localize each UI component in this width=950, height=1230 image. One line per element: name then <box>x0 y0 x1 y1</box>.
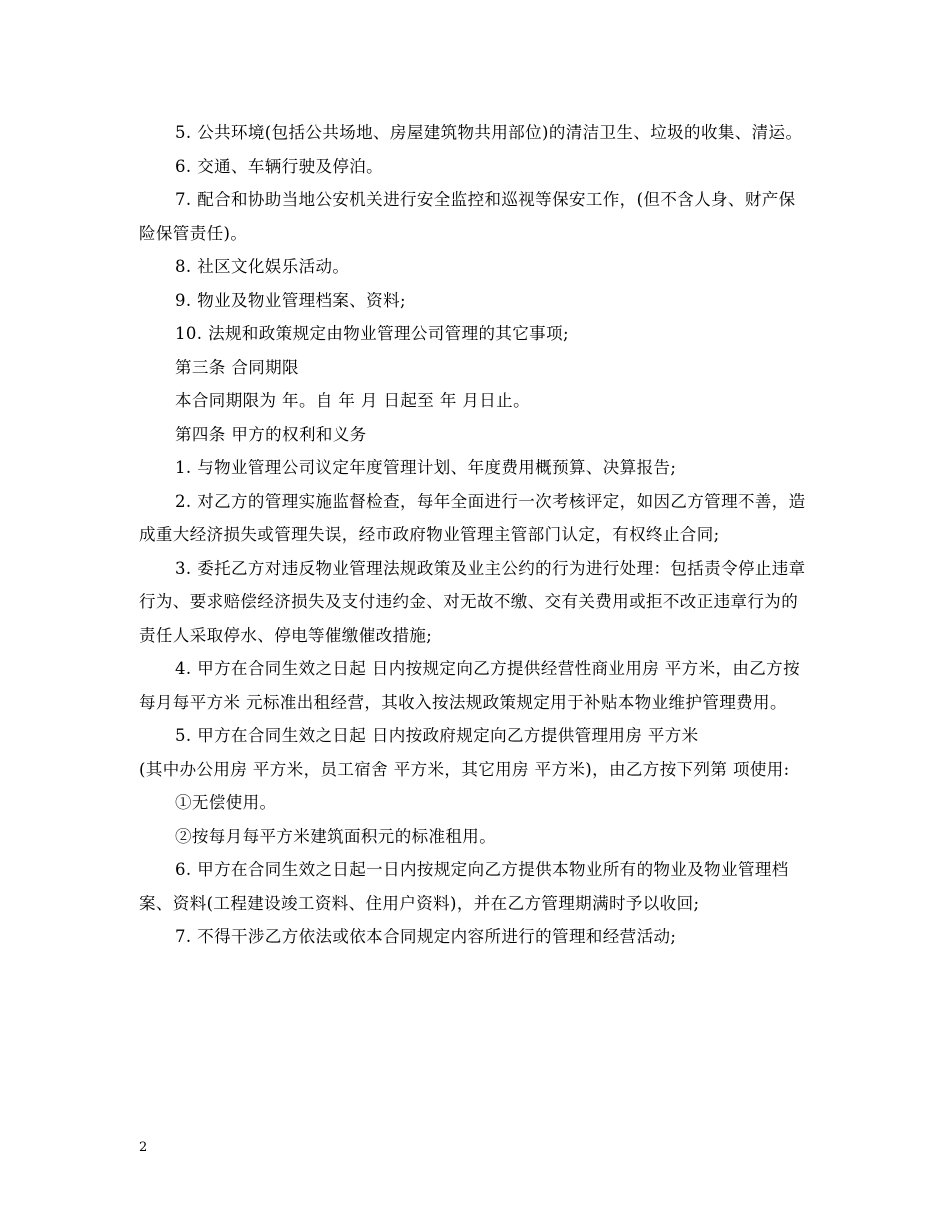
clause-item-9-archives: 9. 物业及物业管理档案、资料; <box>175 290 406 310</box>
clause-item-10-other: 10. 法规和政策规定由物业管理公司管理的其它事项; <box>175 324 569 343</box>
article-3-heading: 第三条 合同期限 <box>175 357 299 377</box>
clause-item-6-traffic: 6. 交通、车辆行驶及停泊。 <box>175 156 384 176</box>
usage-option-1: ①无偿使用。 <box>175 793 277 812</box>
party-a-item-6: 6. 甲方在合同生效之日起一日内按规定向乙方提供本物业所有的物业及物业管理档案、资料(工程建设竣工资料、住用户资料)，并在乙方管理期满时予以收回; <box>139 860 789 913</box>
usage-option-2: ②按每月每平方米建筑面积元的标准租用。 <box>175 826 497 846</box>
clause-item-8-community: 8. 社区文化娱乐活动。 <box>175 257 350 276</box>
clause-item-7-security: 7. 配合和协助当地公安机关进行安全监控和巡视等保安工作，(但不含人身、财产保险保管责任)。 <box>139 190 796 243</box>
article-4-heading: 第四条 甲方的权利和义务 <box>175 424 367 444</box>
party-a-item-2: 2. 对乙方的管理实施监督检查，每年全面进行一次考核评定，如因乙方管理不善，造成重大经济损失或管理失误，经市政府物业管理主管部门认定，有权终止合同; <box>139 491 806 544</box>
document-body <box>139 116 811 954</box>
party-a-item-3: 3. 委托乙方对违反物业管理法规政策及业主公约的行为进行处理：包括责令停止违章行为、要求赔偿经济损失及支付违约金、对无故不缴、交有关费用或拒不改正违章行为的责任人采取停水、停电等催缴催改措施; <box>139 558 806 645</box>
party-a-item-5: 5. 甲方在合同生效之日起 日内按政府规定向乙方提供管理用房 平方米 <box>175 726 699 745</box>
party-a-item-4: 4. 甲方在合同生效之日起 日内按规定向乙方提供经营性商业用房 平方米，由乙方按每月每平方米 元标准出租经营，其收入按法规政策规定用于补贴本物业维护管理费用。 <box>139 659 800 712</box>
contract-term-text: 本合同期限为 年。自 年 月 日起至 年 月日止。 <box>175 391 530 410</box>
party-a-item-1: 1. 与物业管理公司议定年度管理计划、年度费用概预算、决算报告; <box>175 458 677 477</box>
page-number: 2 <box>139 1140 148 1155</box>
clause-item-5-public-environment: 5. 公共环境(包括公共场地、房屋建筑物共用部位)的清洁卫生、垃圾的收集、清运。 <box>175 123 803 142</box>
party-a-item-7: 7. 不得干涉乙方依法或依本合同规定内容所进行的管理和经营活动; <box>175 927 677 946</box>
party-a-item-5-continued: (其中办公用房 平方米，员工宿舍 平方米，其它用房 平方米)，由乙方按下列第 项使用: <box>139 759 790 779</box>
